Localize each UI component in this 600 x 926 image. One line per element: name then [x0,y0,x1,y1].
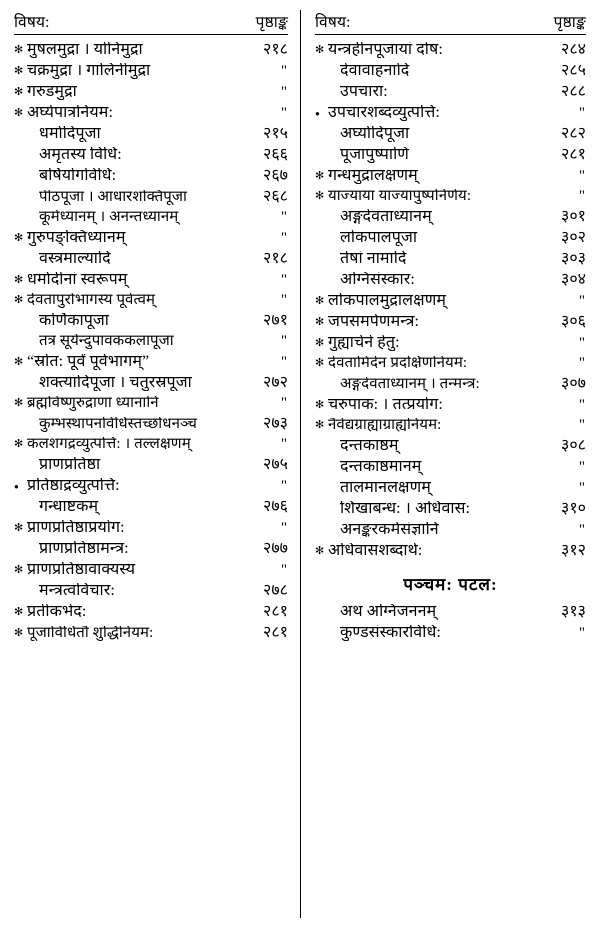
list-item[interactable] [14,496,288,517]
entry-title: शक्त्यादिपूजा । चतुरस्रपूजा [39,374,192,391]
list-item[interactable] [315,165,586,186]
list-item[interactable] [315,102,586,123]
entry-page: " [578,416,586,433]
entry-title: याज्याया याज्यापुष्पनिर्णय: [328,188,472,204]
list-item[interactable] [315,456,586,477]
list-item[interactable] [14,331,288,351]
entry-title: मुषलमुद्रा । योनिमुद्रा [27,41,143,58]
entry-title: ब्रह्मविष्णुरुद्राणां ध्यानानि [27,395,159,411]
list-item[interactable] [315,394,586,415]
entry-title: अमृतस्य विधि: [39,146,122,163]
entry-title: नैवेद्यग्राह्याग्राह्यनियम: [328,417,442,433]
entry-page: " [578,458,586,475]
column-header-left [14,10,288,35]
entry-title: पूजाविधितौ शुद्धिनियम: [27,625,154,641]
list-item[interactable] [315,269,586,290]
entry-title: धर्मादिपूजा [39,125,101,142]
entry-title: उपचारा: [340,83,388,100]
entry-page: " [578,521,586,538]
entry-page: " [280,332,288,349]
entry-title: तेषां नामादि [340,250,407,267]
list-item[interactable] [14,580,288,601]
flower-bullet-icon [14,395,27,409]
list-item[interactable] [14,165,288,186]
flower-bullet-icon [315,168,328,182]
list-item[interactable] [315,415,586,435]
list-item[interactable] [315,186,586,206]
entry-page: ३१३ [561,602,586,620]
list-item[interactable] [14,60,288,81]
entry-page: २७१ [263,311,288,329]
entry-page: " [280,477,288,494]
entry-page: " [578,354,586,371]
list-item[interactable] [14,81,288,102]
entry-page: " [280,291,288,308]
list-item[interactable] [14,434,288,454]
entry-page: " [578,104,586,121]
flower-bullet-icon [14,84,27,98]
entry-page: " [578,292,586,309]
entry-page: २१८ [263,249,288,267]
entry-page: २७६ [263,497,288,515]
list-item[interactable] [14,207,288,227]
list-item[interactable] [315,39,586,60]
entry-title: उपचारशब्दव्युत्पत्ति: [328,104,440,121]
toc-column-right [300,10,586,918]
entry-title: कूर्मध्यानम् । अनन्तध्यानम् [39,209,179,225]
entry-page: २६६ [263,145,288,163]
list-item[interactable] [14,351,288,372]
header-page-label: पृष्ठाङ्क [255,14,288,31]
entry-page: " [578,624,586,641]
flower-bullet-icon [315,543,328,557]
list-item[interactable] [14,102,288,123]
list-item[interactable] [315,227,586,248]
entry-page: ३०४ [561,270,586,288]
entry-title: प्राणप्रतिष्ठावाक्यस्य [27,561,136,578]
flower-bullet-icon [14,436,27,450]
flower-bullet-icon [315,314,328,328]
flower-bullet-icon [14,272,27,286]
entry-page: २६७ [263,166,288,184]
entry-page: ३१२ [561,541,586,559]
entry-page: " [280,353,288,370]
entry-title: अधिवासशब्दार्थ: [328,542,423,559]
list-item[interactable] [14,248,288,269]
flower-bullet-icon [315,293,328,307]
entry-title: देवतापुरोभागस्य पूर्वत्वम् [27,292,156,308]
flower-bullet-icon [14,354,27,368]
list-item[interactable] [14,186,288,207]
entry-title: चक्रमुद्रा । गालिनीमुद्रा [27,62,151,79]
entry-page: " [280,83,288,100]
list-item[interactable] [14,372,288,393]
entry-title: गन्धाष्टकम् [39,498,99,515]
entry-page: " [280,208,288,225]
toc-column-left [14,10,300,918]
list-item[interactable] [315,206,586,227]
header-page-label: पृष्ठाङ्क [553,14,586,31]
entry-title: प्राणप्रतिष्ठामन्त्र: [39,540,129,557]
entry-title: यन्त्रहीनपूजायां दोष: [328,41,443,58]
flower-bullet-icon [14,292,27,306]
flower-bullet-icon [14,562,27,576]
entry-page: " [280,435,288,452]
entry-title: “स्रोत: पूर्वं पूर्वभागम्” [27,353,150,370]
entry-title: अङ्गदेवताध्यानम् [340,208,432,225]
entry-title: गुरुपङ्क्तिध्यानम् [27,229,126,246]
entry-title: लोकपालपूजा [340,229,418,246]
section-heading: पञ्चम: पटल: [403,575,498,594]
list-item[interactable] [315,81,586,102]
entry-page: " [280,229,288,246]
entry-page: " [578,167,586,184]
entry-page: २८१ [561,145,586,163]
entry-page: २८१ [263,623,288,641]
entry-page: ३०२ [561,228,586,246]
entry-title: गुह्यार्चने हेतु: [328,334,400,351]
entry-page: " [280,561,288,578]
flower-bullet-icon [315,355,328,369]
list-item[interactable] [315,353,586,373]
flower-bullet-icon [315,417,328,431]
entry-page: " [280,104,288,121]
list-item[interactable] [14,269,288,290]
entry-title: दन्तकाष्ठमानम् [340,458,422,475]
entry-title: धर्मादीनां स्वरूपम् [27,271,128,288]
flower-bullet-icon [14,230,27,244]
entry-title: कर्णिकापूजा [39,312,110,329]
entry-title: देवावाहनादि [340,62,410,79]
entry-page: २७५ [263,455,288,473]
list-item[interactable] [315,332,586,353]
entry-page: " [578,396,586,413]
list-item[interactable] [14,39,288,60]
entry-page: २६८ [263,187,288,205]
entry-title: पूजापुष्पाणि [340,146,409,163]
list-item[interactable] [14,559,288,580]
list-item[interactable] [14,227,288,248]
entry-page: २८४ [561,40,586,58]
list-item[interactable] [315,60,586,81]
list-item[interactable] [14,413,288,434]
list-item[interactable] [315,519,586,540]
entry-title: प्राणप्रतिष्ठाप्रयोग: [27,519,125,536]
entry-title: अग्निसंस्कार: [340,271,415,288]
list-item[interactable] [315,248,586,269]
entry-page: " [578,479,586,496]
entry-title: लोकपालमुद्रालक्षणम् [328,292,447,309]
entry-page: " [578,334,586,351]
flower-bullet-icon [14,520,27,534]
entry-page: २८८ [561,82,586,100]
entry-page: २७७ [263,539,288,557]
flower-bullet-icon [14,105,27,119]
list-item[interactable] [14,622,288,643]
entry-title: तत्र सूर्येन्दुपावककलापूजा [39,333,174,349]
entry-page: २१५ [263,124,288,142]
entry-page: ३१० [561,499,586,517]
toc-entry-list-right [315,39,586,643]
list-item[interactable] [14,393,288,413]
list-item[interactable] [14,517,288,538]
list-item[interactable] [315,601,586,622]
list-item[interactable] [315,477,586,498]
entry-title: देवतामिदेन प्रदक्षिणनियम: [328,355,468,371]
header-subject-label: विषय: [315,14,351,31]
entry-title: अर्घ्यपात्रनियम: [27,104,113,121]
list-item[interactable] [14,144,288,165]
list-item[interactable] [14,290,288,310]
flower-bullet-icon [14,604,27,618]
entry-title: गन्धमुद्रालक्षणम् [328,167,418,184]
entry-title: अनङ्करकर्मसंज्ञानि [340,521,439,538]
flower-bullet-icon [14,625,27,639]
list-item[interactable] [315,123,586,144]
entry-title: जपसमर्पणमन्त्र: [328,313,420,330]
flower-bullet-icon [315,397,328,411]
entry-title: चरुपाक: । तत्प्रयोग: [328,396,443,413]
entry-title: दन्तकाष्ठम् [340,437,399,454]
entry-title: कुण्डसंस्कारविधि: [340,624,441,641]
entry-page: ३०१ [561,207,586,225]
entry-title: कुम्भस्थापनविधिस्तच्छोधनञ्च [39,416,198,432]
entry-title: अर्घ्यादिपूजा [340,125,410,142]
entry-page: २८२ [561,124,586,142]
column-header-right [315,10,586,35]
entry-title: वस्त्रमाल्यादि [39,250,111,267]
list-item[interactable] [14,601,288,622]
entry-title: बर्षियोगविधि: [39,167,117,184]
list-item[interactable] [14,538,288,559]
list-item[interactable] [14,475,288,496]
entry-page: २७३ [263,414,288,432]
entry-title: कलशगद्रव्युत्पत्ति: । तल्लक्षणम् [27,436,191,452]
entry-title: अथ अग्निजननम् [340,603,437,620]
toc-entry-list-left [14,39,288,643]
entry-title: प्रतीकभेद: [27,603,87,620]
entry-title: प्राणप्रतिष्ठा [39,456,101,473]
flower-bullet-icon [315,335,328,349]
list-item[interactable] [315,622,586,643]
entry-page: २१८ [263,40,288,58]
entry-page: ३०७ [561,374,586,392]
entry-title: पीठपूजा । आधारशक्तिपूजा [39,189,188,205]
entry-page: " [280,394,288,411]
entry-page: " [578,187,586,204]
entry-page: " [280,271,288,288]
entry-title: अङ्गदेवताध्यानम् । तन्मन्त्र: [340,376,480,392]
entry-page: ३०८ [561,436,586,454]
entry-page: २७२ [263,373,288,391]
list-item[interactable] [14,123,288,144]
list-item[interactable] [315,498,586,519]
flower-bullet-icon [14,42,27,56]
dot-bullet-icon [315,105,328,118]
entry-page: ३०३ [561,249,586,267]
dot-bullet-icon [14,478,27,491]
entry-page: " [280,519,288,536]
list-item[interactable] [14,454,288,475]
list-item[interactable] [315,311,586,332]
entry-title: प्रतिष्ठाद्रव्युत्पत्ति: [27,477,120,494]
entry-page: २७८ [263,581,288,599]
list-item[interactable] [315,540,586,561]
entry-page: " [280,62,288,79]
header-subject-label: विषय: [14,14,50,31]
list-item[interactable] [315,373,586,394]
flower-bullet-icon [315,42,328,56]
entry-page: २८५ [561,61,586,79]
list-item[interactable] [315,290,586,311]
flower-bullet-icon [315,188,328,202]
entry-title: तालमानलक्षणम् [340,479,431,496]
list-item[interactable] [315,144,586,165]
entry-page: ३०६ [561,312,586,330]
entry-page: २८१ [263,602,288,620]
list-item[interactable] [315,435,586,456]
entry-title: गरुडमुद्रा [27,83,77,100]
entry-title: मन्त्रत्वविचार: [39,582,115,599]
list-item[interactable] [14,310,288,331]
flower-bullet-icon [14,63,27,77]
entry-title: शिखाबन्ध: । अधिवास: [340,500,471,517]
